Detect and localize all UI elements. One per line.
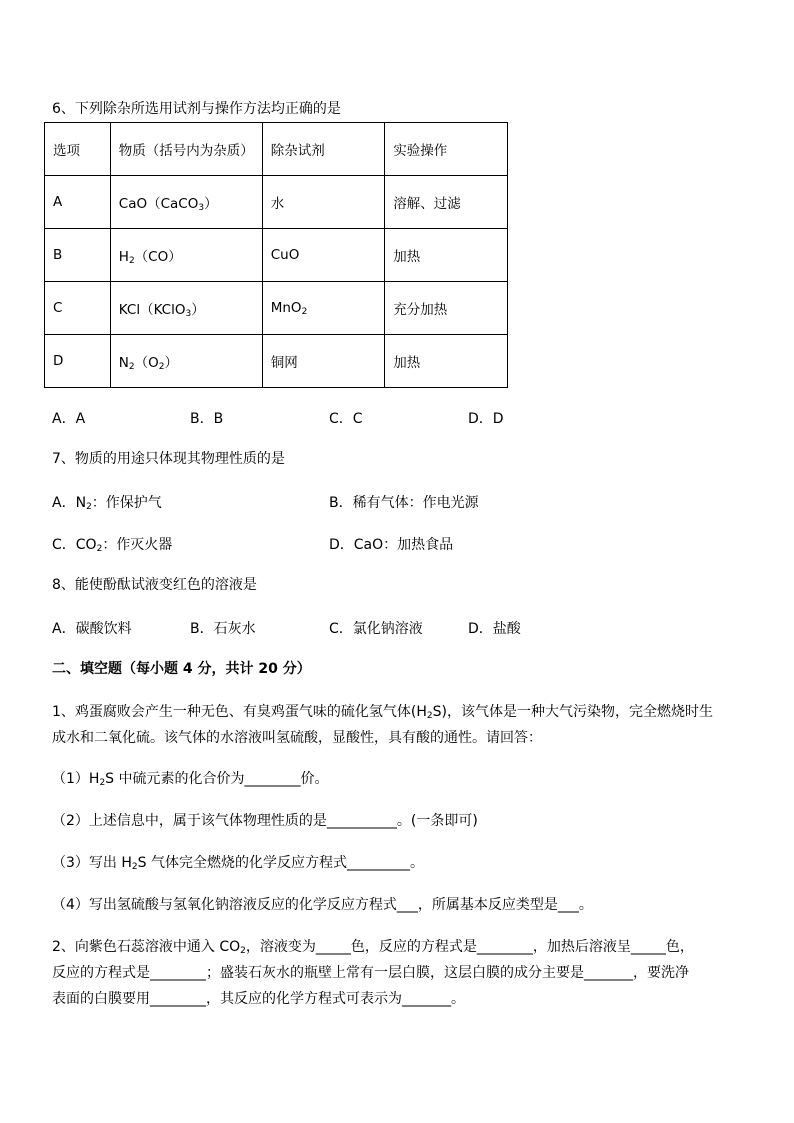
q7-option-c: C．$CO_2$：作灭火器 <box>52 537 173 554</box>
row-operation: 加热 <box>385 229 508 282</box>
q6-stem: 6、下列除杂所选用试剂与操作方法均正确的是 <box>52 101 341 117</box>
fill1-part3: （3）写出 $H_2S$ 气体完全燃烧的化学反应方程式_________。 <box>52 855 424 872</box>
row-operation: 充分加热 <box>385 282 508 335</box>
row-substance: $N_2(O_2)$ <box>110 335 262 388</box>
q6-option-b: B．B <box>190 411 224 427</box>
q8-option-b: B．石灰水 <box>190 621 256 637</box>
header-operation: 实验操作 <box>385 123 508 176</box>
fill2-line1: 2、向紫色石蕊溶液中通入 $CO_2$，溶液变为_____色，反应的方程式是________，加热后溶液呈_____色， <box>52 939 694 956</box>
q8-option-c: C．氯化钠溶液 <box>329 621 423 637</box>
header-option: 选项 <box>45 123 111 176</box>
row-substance: $H_2(CO)$ <box>110 229 262 282</box>
q7-option-a: A．$N_2$：作保护气 <box>52 495 162 512</box>
section-title: 二、填空题（每小题 4 分，共计 20 分） <box>52 661 311 677</box>
row-option: C <box>45 282 111 335</box>
row-option: A <box>45 176 111 229</box>
row-substance: KCl（KClO$_3$） <box>110 282 262 335</box>
q8-stem: 8、能使酚酞试液变红色的溶液是 <box>52 577 257 593</box>
fill1-stem-line2: 成水和二氧化硫。该气体的水溶液叫氢硫酸，显酸性，具有酸的通性。请回答： <box>52 730 542 746</box>
q7-option-d: D．CaO：加热食品 <box>329 537 454 553</box>
table-header-row <box>45 123 508 176</box>
row-substance: CaO（CaCO$_3$） <box>110 176 262 229</box>
table-row <box>45 176 508 229</box>
q8-option-d: D．盐酸 <box>468 621 521 637</box>
row-operation: 溶解、过滤 <box>385 176 508 229</box>
table-row <box>45 229 508 282</box>
q7-option-b: B．稀有气体：作电光源 <box>329 495 479 511</box>
fill1-part4: （4）写出氢硫酸与氢氧化钠溶液反应的化学反应方程式___，所属基本反应类型是___。 <box>52 897 593 913</box>
header-reagent: 除杂试剂 <box>262 123 385 176</box>
table-row <box>45 282 508 335</box>
row-reagent: MnO$_2$ <box>262 282 385 335</box>
q6-option-c: C．C <box>329 411 363 427</box>
row-option: D <box>45 335 111 388</box>
row-reagent: 水 <box>262 176 385 229</box>
q6-table <box>44 122 508 388</box>
header-substance: 物质（括号内为杂质） <box>110 123 262 176</box>
fill2-line3: 表面的白膜要用________，其反应的化学方程式可表示为_______。 <box>52 991 465 1007</box>
fill1-part2: （2）上述信息中，属于该气体物理性质的是__________。(一条即可) <box>52 813 478 829</box>
row-reagent: CuO <box>262 229 385 282</box>
q7-stem: 7、物质的用途只体现其物理性质的是 <box>52 451 285 467</box>
q6-option-d: D．D <box>468 411 504 427</box>
table-row <box>45 335 508 388</box>
fill1-stem-line1: 1、鸡蛋腐败会产生一种无色、有臭鸡蛋气味的硫化氢气体$(H_2S)$，该气体是一种大气污染物，完全燃烧时生 <box>52 704 713 721</box>
row-option: B <box>45 229 111 282</box>
row-operation: 加热 <box>385 335 508 388</box>
row-reagent: 铜网 <box>262 335 385 388</box>
fill2-line2: 反应的方程式是________；盛装石灰水的瓶壁上常有一层白膜，这层白膜的成分主要是_______，要洗净 <box>52 965 689 981</box>
q6-option-a: A．A <box>52 411 86 427</box>
fill1-part1: $(1)H_2S$ 中硫元素的化合价为________价。 <box>52 771 329 788</box>
q8-option-a: A．碳酸饮料 <box>52 621 132 637</box>
